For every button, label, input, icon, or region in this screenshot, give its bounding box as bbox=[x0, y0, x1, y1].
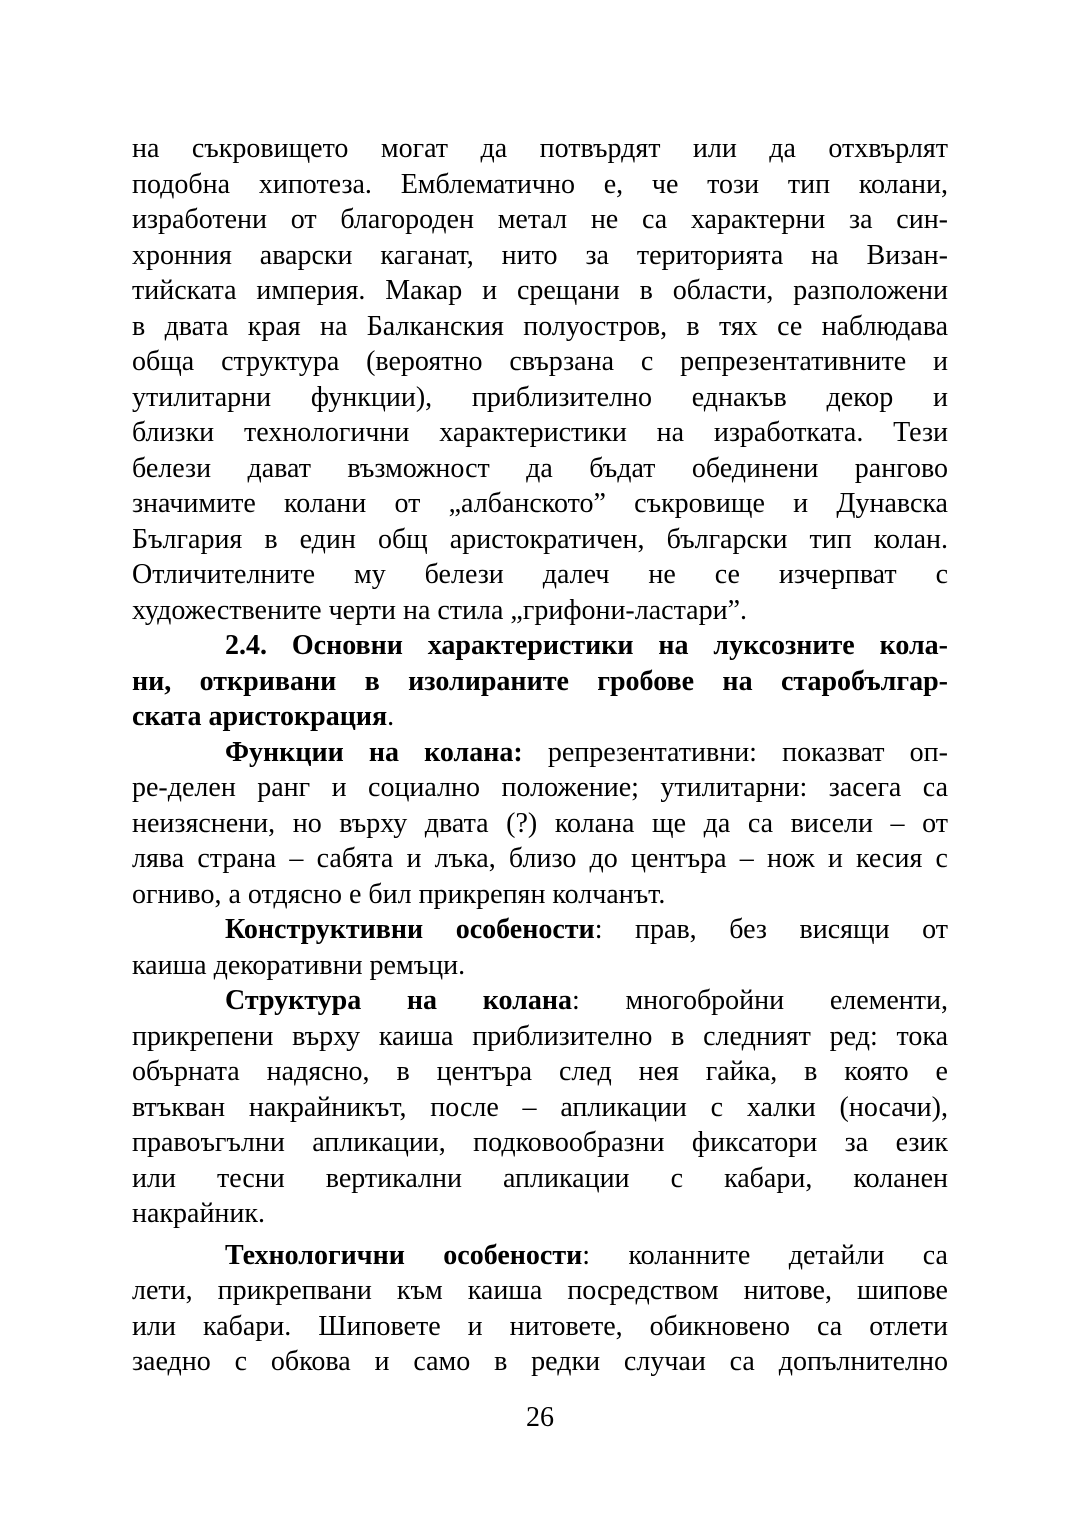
text-line: обща структура (вероятно свързана с репрезентативните и bbox=[132, 346, 948, 377]
text-line bbox=[132, 912, 948, 948]
text-line: каиша декоративни ремъци. bbox=[132, 949, 466, 981]
term-label: Технологични особености bbox=[225, 1239, 583, 1271]
page-body bbox=[132, 131, 948, 1380]
text-line bbox=[132, 983, 948, 1019]
term-label: Структура на колана bbox=[225, 985, 572, 1016]
term-text: : коланните детайли са bbox=[582, 1239, 948, 1271]
text-line: втъкван накрайникът, после – апликации с халки (носачи), bbox=[132, 1091, 948, 1123]
text-line: подобна хипотеза. Емблематично е, че този тип колани, bbox=[132, 168, 948, 200]
text-line: или тесни вертикални апликации с кабари, коланен bbox=[132, 1162, 948, 1194]
text-line: накрайник. bbox=[132, 1198, 265, 1229]
heading-text: ската аристокрация bbox=[132, 701, 388, 732]
text-line: значимите колани от „албанското” съкровище и Дунавска bbox=[132, 488, 948, 519]
heading-text: 2.4. Основни характеристики на луксозните кола- bbox=[225, 630, 948, 661]
term-text: : многобройни елементи, bbox=[571, 985, 948, 1016]
text-line: България в един общ аристократичен, български тип колан. bbox=[132, 523, 948, 555]
text-line: лява страна – сабята и лъка, близо до центъра – нож и кесия с bbox=[132, 843, 948, 874]
page-number: 26 bbox=[526, 1402, 554, 1433]
text-line: Отличителните му белези далеч не се изчерпват с bbox=[132, 559, 948, 590]
term-label: Конструктивни особености bbox=[225, 914, 595, 945]
term-label: Функции на колана: bbox=[225, 736, 523, 768]
text-line: заедно с обкова и само в редки случаи са допълнително bbox=[132, 1346, 948, 1377]
heading-period: . bbox=[387, 701, 395, 732]
text-line: ре-делен ранг и социално положение; утилитарни: засега са bbox=[132, 772, 948, 803]
section-heading bbox=[132, 628, 948, 735]
text-line: или кабари. Шиповете и нитовете, обикновено са отлети bbox=[132, 1310, 948, 1342]
paragraph-treasure bbox=[132, 131, 948, 628]
text-line: правоъгълни апликации, подковообразни фиксатори за език bbox=[132, 1127, 948, 1158]
heading-line bbox=[132, 664, 948, 700]
text-line: близки технологични характеристики на изработката. Тези bbox=[132, 417, 948, 448]
text-line bbox=[132, 1238, 948, 1274]
paragraph-technology bbox=[132, 1238, 948, 1380]
paragraph-functions bbox=[132, 735, 948, 913]
text-line: художествените черти на стила „грифони-ластари”. bbox=[132, 594, 748, 626]
text-line bbox=[132, 735, 948, 771]
text-line: изработени от благороден метал не са характерни за син- bbox=[132, 204, 948, 235]
text-line: на съкровището могат да потвърдят или да отхвърлят bbox=[132, 133, 948, 164]
term-text: : прав, без висящи от bbox=[594, 914, 949, 945]
text-line: утилитарни функции), приблизително еднакъв декор и bbox=[132, 381, 948, 413]
text-line: обърната надясно, в центъра след нея гайка, в която е bbox=[132, 1056, 948, 1087]
text-line: прикрепени върху каиша приблизително в следният ред: тока bbox=[132, 1020, 948, 1052]
paragraph-construction bbox=[132, 912, 948, 983]
text-line: огниво, а отдясно е бил прикрепян колчанът. bbox=[132, 878, 666, 910]
term-text: репрезентативни: показват оп- bbox=[522, 736, 948, 768]
text-line: тийската империя. Макар и срещани в области, разположени bbox=[132, 275, 948, 306]
paragraph-structure bbox=[132, 983, 948, 1232]
heading-line bbox=[132, 699, 948, 735]
text-line: в двата края на Балканския полуостров, в тях се наблюдава bbox=[132, 310, 948, 342]
text-line: лети, прикрепвани към каиша посредством нитове, шипове bbox=[132, 1275, 948, 1306]
text-line: белези дават възможност да бъдат обединени рангово bbox=[132, 452, 948, 484]
heading-line bbox=[132, 628, 948, 664]
text-line: неизяснени, но върху двата (?) колана ще да са висели – от bbox=[132, 807, 948, 839]
text-line: хронния аварски каганат, нито за територията на Визан- bbox=[132, 239, 948, 271]
heading-text: ни, откривани в изолираните гробове на старобългар- bbox=[132, 665, 948, 697]
